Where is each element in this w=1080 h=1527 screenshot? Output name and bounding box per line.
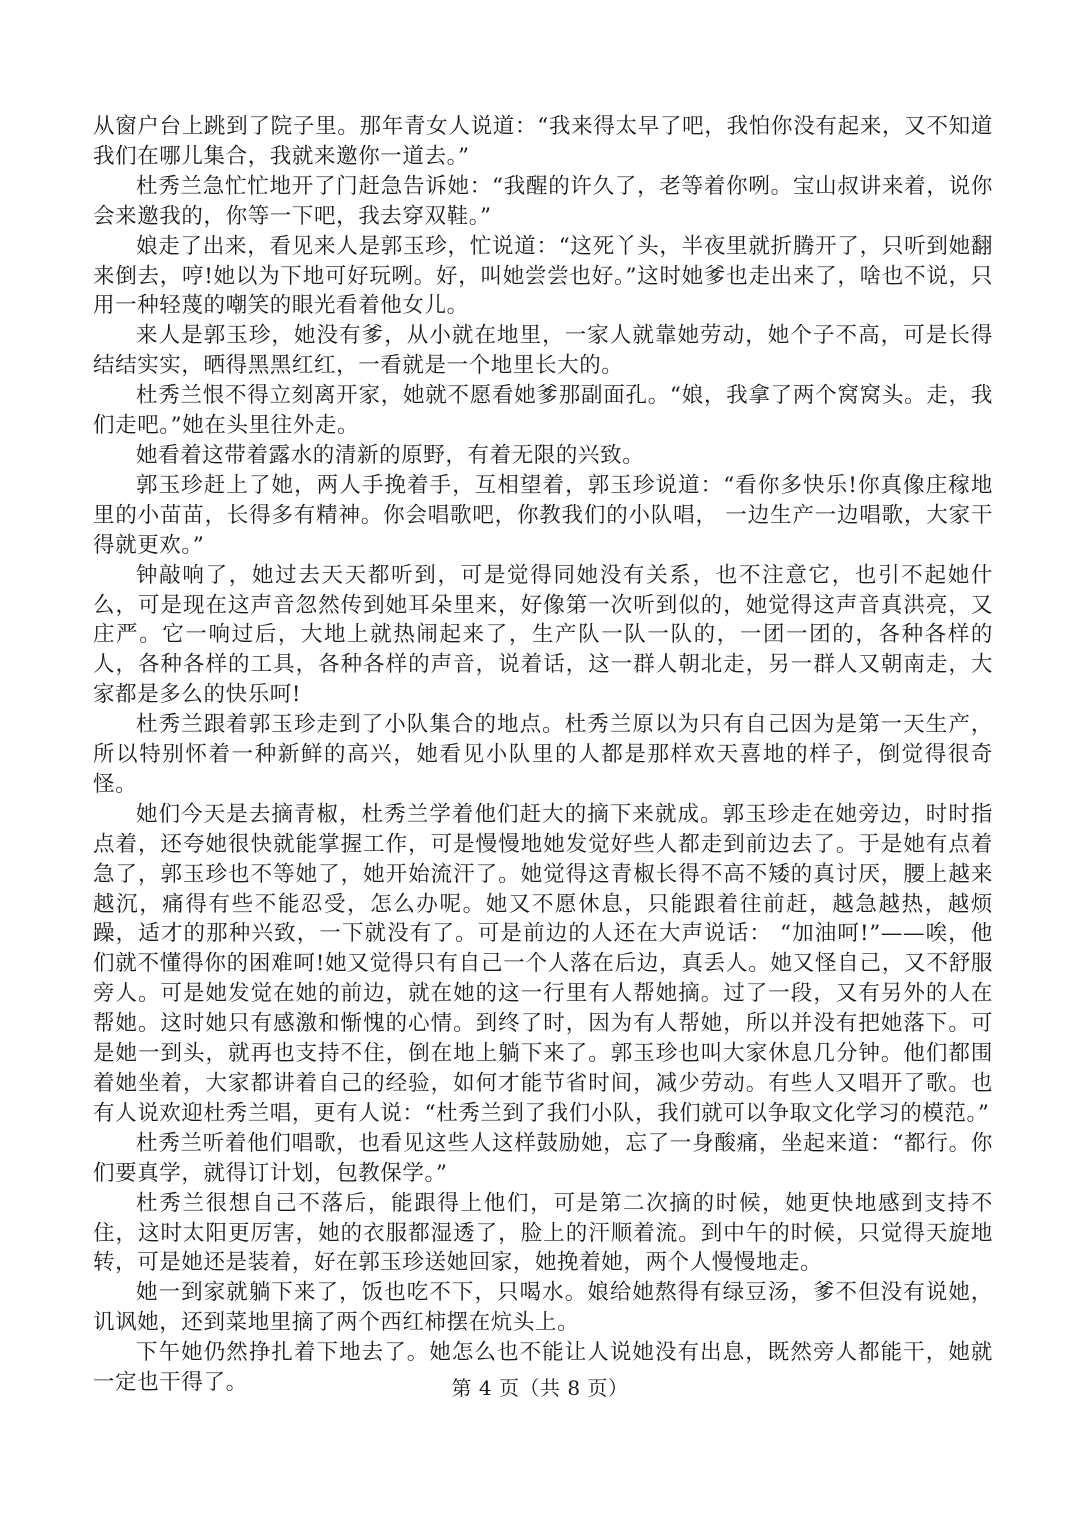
paragraph: 杜秀兰恨不得立刻离开家，她就不愿看她爹那副面孔。“娘，我拿了两个窝窝头。走，我们走吧。”她在头里往外走。 — [93, 383, 993, 439]
paragraph: 娘走了出来，看见来人是郭玉珍，忙说道：“这死丫头，半夜里就折腾开了，只听到她翻来倒去，哼!她以为下地可好玩咧。好，叫她尝尝也好。”这时她爹也走出来了，啥也不说，只用一种轻蔑的嘲笑的眼光看着他女儿。 — [93, 233, 993, 319]
paragraph: 来人是郭玉珍，她没有爹，从小就在地里，一家人就靠她劳动，她个子不高，可是长得结结实实，晒得黑黑红红，一看就是一个地里长大的。 — [93, 323, 993, 379]
paragraph: 杜秀兰听着他们唱歌，也看见这些人这样鼓励她，忘了一身酸痛，坐起来道：“都行。你们要真学，就得订计划，包教保学。” — [93, 1130, 993, 1186]
paragraph: 她们今天是去摘青椒，杜秀兰学着他们赶大的摘下来就成。郭玉珍走在她旁边，时时指点着，还夸她很快就能掌握工作，可是慢慢地她发觉好些人都走到前边去了。于是她有点着急了，郭玉珍也不等她了，她开始流汗了。她觉得这青椒长得不高不矮的真讨厌，腰上越来越沉，痛得有些不能忍受，怎么办呢。她又不愿休息，只能跟着往前赶，越急越热，越烦躁，适才的那种兴致，一下就没有了。可是前边的人还在大声说话： “加油呵!”——唉，他们就不懂得你的困难呵!她又觉得只有自己一个人落在后边，真丢人。她又怪自己，又不舒服旁人。可是她发觉在她的前边，就在她的这一行里有人帮她摘。过了一段，又有另外的人在帮她。这时她只有感激和惭愧的心情。到终了时，因为有人帮她，所以并没有把她落下。可是她一到头，就再也支持不住，倒在地上躺下来了。郭玉珍也叫大家休息几分钟。他们都围着她坐着，大家都讲着自己的经验，如何才能节省时间，减少劳动。有些人又唱开了歌。也有人说欢迎杜秀兰唱，更有人说：“杜秀兰到了我们小队，我们就可以争取文化学习的模范。” — [93, 801, 993, 1126]
paragraph: 杜秀兰急忙忙地开了门赶急告诉她：“我醒的许久了，老等着你咧。宝山叔讲来着，说你会来邀我的，你等一下吧，我去穿双鞋。” — [93, 173, 993, 229]
document-body — [93, 112, 993, 1398]
paragraph: 钟敲响了，她过去天天都听到，可是觉得同她没有关系，也不注意它，也引不起她什么，可是现在这声音忽然传到她耳朵里来，好像第一次听到似的，她觉得这声音真洪亮，又庄严。它一响过后，大地上就热闹起来了，生产队一队一队的，一团一团的，各种各样的人，各种各样的工具，各种各样的声音，说着话，这一群人朝北走，另一群人又朝南走，大家都是多么的快乐呵! — [93, 562, 993, 708]
paragraph: 从窗户台上跳到了院子里。那年青女人说道：“我来得太早了吧，我怕你没有起来，又不知道我们在哪儿集合，我就来邀你一道去。” — [93, 114, 993, 169]
paragraph: 杜秀兰跟着郭玉珍走到了小队集合的地点。杜秀兰原以为只有自己因为是第一天生产，所以特别怀着一种新鲜的高兴，她看见小队里的人都是那样欢天喜地的样子，倒觉得很奇怪。 — [93, 712, 993, 797]
paragraph: 她看着这带着露水的清新的原野，有着无限的兴致。 — [136, 442, 645, 468]
paragraph: 下午她仍然挣扎着下地去了。她怎么也不能让人说她没有出息，既然旁人都能干，她就一定也干得了。 — [93, 1340, 993, 1396]
paragraph: 她一到家就躺下来了，饭也吃不下，只喝水。娘给她熬得有绿豆汤，爹不但没有说她，讥讽她，还到菜地里摘了两个西红柿摆在炕头上。 — [93, 1280, 993, 1336]
paragraph: 郭玉珍赶上了她，两人手挽着手，互相望着，郭玉珍说道：“看你多快乐!你真像庄稼地里的小苗苗，长得多有精神。你会唱歌吧，你教我们的小队唱， 一边生产一边唱歌，大家干得就更欢。” — [93, 472, 993, 558]
paragraph: 杜秀兰很想自己不落后，能跟得上他们，可是第二次摘的时候，她更快地感到支持不住，这时太阳更厉害，她的衣服都湿透了，脸上的汗顺着流。到中午的时候，只觉得天旋地转，可是她还是装着，好在郭玉珍送她回家，她挽着她，两个人慢慢地走。 — [93, 1190, 993, 1276]
page-number-footer: 第 4 页（共 8 页） — [451, 1376, 629, 1400]
